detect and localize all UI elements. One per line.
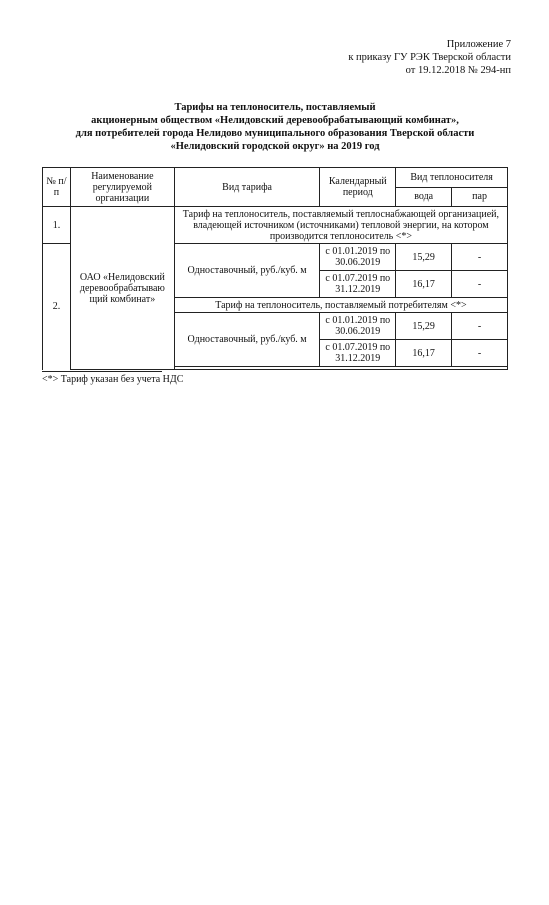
row-num: 1. [43,207,71,244]
section-heading: Тариф на теплоноситель, поставляемый теплоснабжающей организацией, владеющей источником (источниками) тепловой энергии, на котором производится теплоноситель <*> [174,207,507,244]
appendix-title: Приложение 7 [446,39,511,50]
header-tariff-type: Вид тарифа [174,168,320,207]
appendix-block [348,38,511,77]
tariff-type: Одноставочный, руб./куб. м [174,244,320,298]
water-value: 16,17 [396,271,452,298]
steam-value: - [452,244,508,271]
period-cell: с 01.07.2019 по 31.12.2019 [320,340,396,367]
appendix-order: к приказу ГУ РЭК Тверской области [348,52,511,63]
tariff-table [42,167,508,370]
steam-value: - [452,313,508,340]
title-line-3: для потребителей города Нелидово муниципального образования Тверской области [75,128,475,139]
header-water: вода [396,187,452,207]
appendix-date: от 19.12.2018 № 294-нп [405,65,511,76]
water-value: 15,29 [396,244,452,271]
steam-value: - [452,340,508,367]
header-period: Календарный период [320,168,396,207]
section-heading: Тариф на теплоноситель, поставляемый потребителям <*> [174,298,507,313]
steam-value: - [452,271,508,298]
footnote-divider [42,371,162,372]
title-line-1: Тарифы на теплоноситель, поставляемый [174,102,376,113]
header-num: № п/п [43,168,71,207]
footnote: <*> Тариф указан без учета НДС [42,374,184,385]
header-steam: пар [452,187,508,207]
tariff-type: Одноставочный, руб./куб. м [174,313,320,367]
organization-name: ОАО «Нелидовский деревообрабатываю щий комбинат» [70,207,174,370]
title-line-4: «Нелидовский городской округ» на 2019 год [170,141,380,152]
document-title [30,101,520,153]
header-carrier: Вид теплоносителя [396,168,508,188]
header-row [43,168,508,188]
period-cell: с 01.01.2019 по 30.06.2019 [320,313,396,340]
water-value: 16,17 [396,340,452,367]
water-value: 15,29 [396,313,452,340]
header-org: Наименование регулируемой организации [70,168,174,207]
period-cell: с 01.07.2019 по 31.12.2019 [320,271,396,298]
bottom-spacer [174,367,507,370]
title-line-2: акционерным обществом «Нелидовский деревообрабатывающий комбинат», [91,115,459,126]
table-row [43,207,508,244]
period-cell: с 01.01.2019 по 30.06.2019 [320,244,396,271]
row-num: 2. [43,244,71,370]
